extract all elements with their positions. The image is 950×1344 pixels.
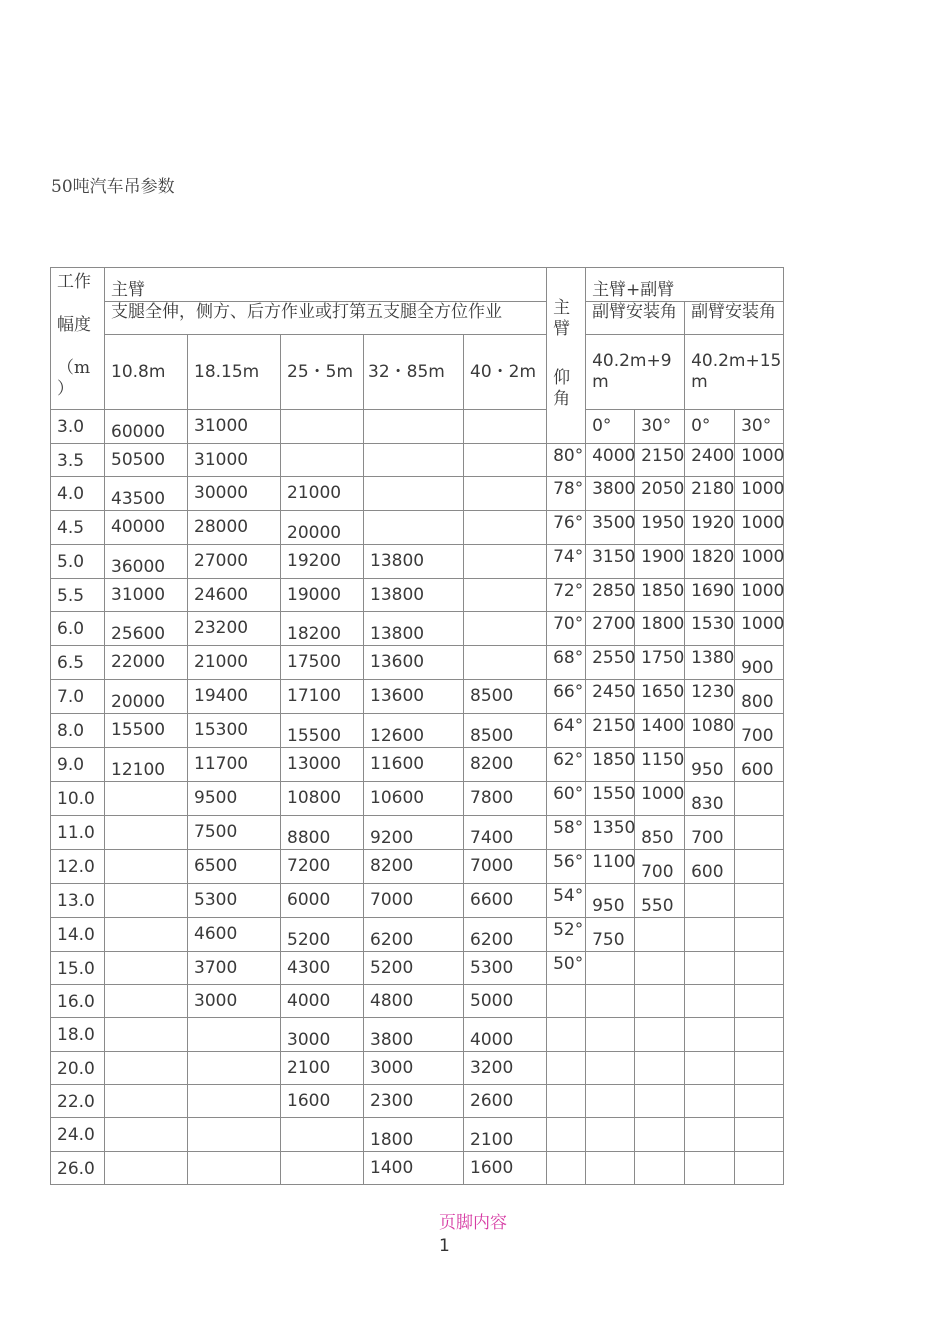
work-radius-cell: 3.5 <box>51 444 105 477</box>
jib-load-cell: 700 <box>635 850 685 884</box>
jib-load-cell: 950 <box>685 748 735 782</box>
elevation-angle-cell: 50° <box>547 952 586 985</box>
load-cell: 8200 <box>464 748 547 782</box>
load-cell: 11600 <box>364 748 464 782</box>
load-cell <box>464 444 547 477</box>
load-cell: 21000 <box>188 646 281 680</box>
work-radius-cell: 9.0 <box>51 748 105 782</box>
load-cell: 5200 <box>281 918 364 952</box>
load-cell: 1600 <box>281 1085 364 1118</box>
jib-config-15m: 40.2m+15m <box>685 335 784 410</box>
page-title: 50吨汽车吊参数 <box>51 177 175 197</box>
jib-load-cell: 1000 <box>735 612 784 646</box>
jib-load-cell <box>586 952 635 985</box>
jib-load-cell: 700 <box>685 816 735 850</box>
outrigger-note: 支腿全伸，侧方、后方作业或打第五支腿全方位作业 <box>105 302 547 335</box>
table-row <box>51 646 784 680</box>
table-row <box>51 985 784 1018</box>
load-cell: 27000 <box>188 545 281 579</box>
load-cell: 13600 <box>364 680 464 714</box>
elevation-angle-cell: 58° <box>547 816 586 850</box>
load-cell: 15300 <box>188 714 281 748</box>
main-plus-jib-header: 主臂+副臂 <box>586 268 784 302</box>
jib-load-cell: 2850 <box>586 579 635 612</box>
table-row <box>51 918 784 952</box>
main-boom-header: 主臂 <box>105 268 547 302</box>
work-radius-cell: 26.0 <box>51 1152 105 1185</box>
jib-load-cell: 550 <box>635 884 685 918</box>
load-cell: 19000 <box>281 579 364 612</box>
load-cell: 9200 <box>364 816 464 850</box>
jib-load-cell: 1380 <box>685 646 735 680</box>
empty-cell <box>635 1118 685 1152</box>
load-cell: 2100 <box>281 1052 364 1085</box>
work-radius-cell: 16.0 <box>51 985 105 1018</box>
load-cell <box>281 444 364 477</box>
load-cell <box>464 477 547 511</box>
load-cell <box>281 410 364 444</box>
table-row <box>51 1018 784 1052</box>
jib-load-cell: 2700 <box>586 612 635 646</box>
elevation-angle-cell: 68° <box>547 646 586 680</box>
jib-load-cell <box>685 918 735 952</box>
jib-load-cell: 1080 <box>685 714 735 748</box>
work-radius-unit: （m ） <box>57 358 91 399</box>
load-cell <box>105 985 188 1018</box>
load-cell: 10600 <box>364 782 464 816</box>
table-row <box>51 1052 784 1085</box>
load-cell <box>464 545 547 579</box>
load-cell <box>364 477 464 511</box>
work-radius-cell: 5.0 <box>51 545 105 579</box>
work-radius-cell: 4.0 <box>51 477 105 511</box>
load-cell: 7500 <box>188 816 281 850</box>
table-row <box>51 545 784 579</box>
jib-load-cell: 950 <box>586 884 635 918</box>
load-cell <box>188 1085 281 1118</box>
jib-load-cell: 2150 <box>635 444 685 477</box>
jib-load-cell: 1900 <box>635 545 685 579</box>
load-cell: 13800 <box>364 579 464 612</box>
table-row <box>51 680 784 714</box>
crane-load-table <box>50 267 784 1185</box>
boom-length-10-8: 10.8m <box>105 335 188 410</box>
load-cell <box>105 952 188 985</box>
table-row <box>51 477 784 511</box>
empty-cell <box>586 1152 635 1185</box>
load-cell: 6200 <box>364 918 464 952</box>
load-cell: 9500 <box>188 782 281 816</box>
table-row <box>51 748 784 782</box>
load-cell: 20000 <box>105 680 188 714</box>
load-cell: 22000 <box>105 646 188 680</box>
empty-cell <box>586 1085 635 1118</box>
footer-text: 页脚内容 <box>439 1213 507 1233</box>
work-radius-cell: 3.0 <box>51 410 105 444</box>
load-cell: 13800 <box>364 612 464 646</box>
jib-load-cell: 1000 <box>735 477 784 511</box>
load-cell: 19400 <box>188 680 281 714</box>
work-radius-cell: 8.0 <box>51 714 105 748</box>
elevation-angle-cell: 74° <box>547 545 586 579</box>
work-radius-cell: 18.0 <box>51 1018 105 1052</box>
work-radius-cell: 5.5 <box>51 579 105 612</box>
elevation-angle-cell: 78° <box>547 477 586 511</box>
jib-load-cell <box>735 952 784 985</box>
jib-load-cell: 1000 <box>735 579 784 612</box>
jib-load-cell: 1530 <box>685 612 735 646</box>
load-cell: 25600 <box>105 612 188 646</box>
load-cell: 11700 <box>188 748 281 782</box>
empty-cell <box>635 985 685 1018</box>
jib-load-cell: 3150 <box>586 545 635 579</box>
jib-angle-header-2: 副臂安装角 <box>685 302 784 335</box>
load-cell <box>105 850 188 884</box>
load-cell: 5000 <box>464 985 547 1018</box>
elevation-angle-cell: 56° <box>547 850 586 884</box>
load-cell: 23200 <box>188 612 281 646</box>
work-radius-label: 工作 <box>57 272 91 292</box>
load-cell: 60000 <box>105 410 188 444</box>
work-radius-cell: 6.5 <box>51 646 105 680</box>
load-cell: 7000 <box>464 850 547 884</box>
work-radius-cell: 7.0 <box>51 680 105 714</box>
work-radius-cell: 22.0 <box>51 1085 105 1118</box>
work-radius-cell: 4.5 <box>51 511 105 545</box>
empty-cell <box>735 1052 784 1085</box>
work-radius-cell: 24.0 <box>51 1118 105 1152</box>
table-row <box>51 612 784 646</box>
load-cell: 4300 <box>281 952 364 985</box>
load-cell <box>464 410 547 444</box>
load-cell: 24600 <box>188 579 281 612</box>
empty-cell <box>685 1085 735 1118</box>
load-cell: 7200 <box>281 850 364 884</box>
empty-cell <box>586 1052 635 1085</box>
load-cell: 2600 <box>464 1085 547 1118</box>
load-cell <box>281 1152 364 1185</box>
table-row <box>51 410 784 444</box>
load-cell: 4000 <box>464 1018 547 1052</box>
empty-cell <box>685 1118 735 1152</box>
load-cell: 13800 <box>364 545 464 579</box>
jib-load-cell <box>735 782 784 816</box>
jib-load-cell: 1100 <box>586 850 635 884</box>
jib-load-cell: 3500 <box>586 511 635 545</box>
table-row <box>51 511 784 545</box>
load-cell: 5200 <box>364 952 464 985</box>
jib-load-cell <box>735 816 784 850</box>
load-cell: 36000 <box>105 545 188 579</box>
table-row <box>51 1085 784 1118</box>
load-cell <box>464 511 547 545</box>
jib-load-cell: 1920 <box>685 511 735 545</box>
jib-load-cell: 1000 <box>635 782 685 816</box>
jib-load-cell: 1000 <box>735 511 784 545</box>
jib-load-cell: 850 <box>635 816 685 850</box>
load-cell <box>105 1152 188 1185</box>
empty-cell <box>635 1052 685 1085</box>
load-cell: 4600 <box>188 918 281 952</box>
work-radius-header <box>51 268 105 410</box>
empty-cell <box>547 1052 586 1085</box>
jib-load-cell: 1850 <box>635 579 685 612</box>
table-row <box>51 782 784 816</box>
load-cell: 6600 <box>464 884 547 918</box>
work-radius-cell: 6.0 <box>51 612 105 646</box>
load-cell: 8500 <box>464 714 547 748</box>
load-cell: 3200 <box>464 1052 547 1085</box>
load-cell: 3000 <box>188 985 281 1018</box>
load-cell <box>105 816 188 850</box>
elevation-angle-cell: 62° <box>547 748 586 782</box>
load-cell <box>105 884 188 918</box>
jib-load-cell: 2050 <box>635 477 685 511</box>
load-cell: 13600 <box>364 646 464 680</box>
jib-load-cell: 1820 <box>685 545 735 579</box>
boom-length-25-5: 25・5m <box>281 335 364 410</box>
empty-cell <box>685 1052 735 1085</box>
empty-cell <box>547 1018 586 1052</box>
load-cell: 2100 <box>464 1118 547 1152</box>
work-radius-cell: 13.0 <box>51 884 105 918</box>
load-cell: 7800 <box>464 782 547 816</box>
jib-load-cell: 800 <box>735 680 784 714</box>
load-cell: 19200 <box>281 545 364 579</box>
jib-load-cell: 1000 <box>735 545 784 579</box>
load-cell <box>105 1052 188 1085</box>
empty-cell <box>735 1018 784 1052</box>
load-cell <box>464 612 547 646</box>
work-radius-cell: 11.0 <box>51 816 105 850</box>
jib-load-cell: 1850 <box>586 748 635 782</box>
elevation-angle-cell: 70° <box>547 612 586 646</box>
jib-load-cell: 2180 <box>685 477 735 511</box>
boom-length-18-15: 18.15m <box>188 335 281 410</box>
jib-load-cell: 700 <box>735 714 784 748</box>
jib-load-cell: 4000 <box>586 444 635 477</box>
load-cell: 17500 <box>281 646 364 680</box>
jib-load-cell: 2150 <box>586 714 635 748</box>
load-cell: 18200 <box>281 612 364 646</box>
load-cell: 3000 <box>364 1052 464 1085</box>
load-cell: 31000 <box>105 579 188 612</box>
elevation-angle-cell: 60° <box>547 782 586 816</box>
table-row <box>51 952 784 985</box>
empty-cell <box>685 1018 735 1052</box>
jib-config-9m: 40.2m+9m <box>586 335 685 410</box>
load-cell: 40000 <box>105 511 188 545</box>
load-cell: 3800 <box>364 1018 464 1052</box>
load-cell: 3000 <box>281 1018 364 1052</box>
load-cell <box>464 646 547 680</box>
empty-cell <box>547 1152 586 1185</box>
empty-cell <box>735 985 784 1018</box>
elevation-angle-cell: 80° <box>547 444 586 477</box>
jib-load-cell: 1230 <box>685 680 735 714</box>
table-row <box>51 884 784 918</box>
jib-angle-label: 30° <box>735 410 784 444</box>
load-cell <box>188 1018 281 1052</box>
load-cell: 1600 <box>464 1152 547 1185</box>
load-cell <box>281 1118 364 1152</box>
elevation-angle-cell: 72° <box>547 579 586 612</box>
load-cell: 7400 <box>464 816 547 850</box>
load-cell: 6000 <box>281 884 364 918</box>
load-cell: 13000 <box>281 748 364 782</box>
load-cell: 3700 <box>188 952 281 985</box>
jib-load-cell: 600 <box>735 748 784 782</box>
work-radius-cell: 15.0 <box>51 952 105 985</box>
empty-cell <box>547 985 586 1018</box>
load-cell: 12600 <box>364 714 464 748</box>
jib-load-cell: 750 <box>586 918 635 952</box>
jib-load-cell: 2450 <box>586 680 635 714</box>
jib-load-cell: 1750 <box>635 646 685 680</box>
load-cell: 17100 <box>281 680 364 714</box>
load-cell: 8800 <box>281 816 364 850</box>
jib-load-cell: 3800 <box>586 477 635 511</box>
boom-length-40-2: 40・2m <box>464 335 547 410</box>
elevation-angle-label-2: 仰角 <box>553 368 571 409</box>
load-cell: 8500 <box>464 680 547 714</box>
elevation-angle-cell: 64° <box>547 714 586 748</box>
load-cell: 7000 <box>364 884 464 918</box>
load-cell <box>105 918 188 952</box>
load-cell <box>364 511 464 545</box>
load-cell: 30000 <box>188 477 281 511</box>
page-number: 1 <box>439 1236 450 1256</box>
jib-load-cell: 600 <box>685 850 735 884</box>
table-row <box>51 1152 784 1185</box>
elevation-angle-header <box>547 268 586 444</box>
load-cell: 15500 <box>105 714 188 748</box>
load-cell <box>105 1018 188 1052</box>
load-cell <box>364 444 464 477</box>
load-cell: 4000 <box>281 985 364 1018</box>
work-radius-cell: 10.0 <box>51 782 105 816</box>
empty-cell <box>735 1152 784 1185</box>
jib-load-cell: 830 <box>685 782 735 816</box>
empty-cell <box>586 1118 635 1152</box>
table-row <box>51 579 784 612</box>
elevation-angle-label: 主臂 <box>553 298 571 339</box>
load-cell: 31000 <box>188 444 281 477</box>
load-cell: 5300 <box>188 884 281 918</box>
jib-load-cell: 2550 <box>586 646 635 680</box>
empty-cell <box>547 1118 586 1152</box>
jib-load-cell: 1150 <box>635 748 685 782</box>
empty-cell <box>685 985 735 1018</box>
load-cell <box>105 1118 188 1152</box>
load-cell <box>105 1085 188 1118</box>
load-cell: 15500 <box>281 714 364 748</box>
jib-load-cell <box>735 850 784 884</box>
work-radius-cell: 20.0 <box>51 1052 105 1085</box>
jib-load-cell: 1550 <box>586 782 635 816</box>
empty-cell <box>635 1152 685 1185</box>
load-cell <box>464 579 547 612</box>
load-cell: 43500 <box>105 477 188 511</box>
empty-cell <box>735 1118 784 1152</box>
empty-cell <box>547 1085 586 1118</box>
load-cell <box>364 410 464 444</box>
jib-load-cell <box>635 918 685 952</box>
load-cell: 6500 <box>188 850 281 884</box>
load-cell: 1800 <box>364 1118 464 1152</box>
table-row <box>51 714 784 748</box>
jib-load-cell: 1690 <box>685 579 735 612</box>
jib-load-cell <box>635 952 685 985</box>
jib-load-cell: 1400 <box>635 714 685 748</box>
jib-load-cell: 1000 <box>735 444 784 477</box>
jib-load-cell: 2400 <box>685 444 735 477</box>
empty-cell <box>586 1018 635 1052</box>
work-radius-cell: 12.0 <box>51 850 105 884</box>
empty-cell <box>635 1018 685 1052</box>
jib-angle-label: 30° <box>635 410 685 444</box>
work-radius-cell: 14.0 <box>51 918 105 952</box>
table-row <box>51 1118 784 1152</box>
jib-load-cell: 1650 <box>635 680 685 714</box>
load-cell: 50500 <box>105 444 188 477</box>
empty-cell <box>735 1085 784 1118</box>
empty-cell <box>635 1085 685 1118</box>
elevation-angle-cell: 52° <box>547 918 586 952</box>
load-cell: 10800 <box>281 782 364 816</box>
table-row <box>51 816 784 850</box>
jib-load-cell: 900 <box>735 646 784 680</box>
jib-load-cell: 1950 <box>635 511 685 545</box>
load-cell: 8200 <box>364 850 464 884</box>
load-cell <box>188 1118 281 1152</box>
table-row <box>51 444 784 477</box>
boom-length-32-85: 32・85m <box>364 335 464 410</box>
load-cell <box>188 1152 281 1185</box>
load-cell: 4800 <box>364 985 464 1018</box>
elevation-angle-cell: 54° <box>547 884 586 918</box>
jib-angle-header-1: 副臂安装角 <box>586 302 685 335</box>
load-cell: 1400 <box>364 1152 464 1185</box>
jib-load-cell: 1800 <box>635 612 685 646</box>
load-cell <box>105 782 188 816</box>
empty-cell <box>685 1152 735 1185</box>
jib-load-cell: 1350 <box>586 816 635 850</box>
jib-load-cell <box>685 884 735 918</box>
load-cell: 5300 <box>464 952 547 985</box>
page-footer <box>439 1212 509 1258</box>
table-row <box>51 850 784 884</box>
load-cell: 6200 <box>464 918 547 952</box>
load-cell <box>188 1052 281 1085</box>
load-cell: 21000 <box>281 477 364 511</box>
jib-angle-label: 0° <box>586 410 635 444</box>
load-cell: 20000 <box>281 511 364 545</box>
jib-load-cell <box>685 952 735 985</box>
jib-load-cell <box>735 884 784 918</box>
empty-cell <box>586 985 635 1018</box>
jib-angle-label: 0° <box>685 410 735 444</box>
load-cell: 2300 <box>364 1085 464 1118</box>
load-cell: 31000 <box>188 410 281 444</box>
load-cell: 12100 <box>105 748 188 782</box>
elevation-angle-cell: 66° <box>547 680 586 714</box>
elevation-angle-cell: 76° <box>547 511 586 545</box>
load-cell: 28000 <box>188 511 281 545</box>
work-radius-label-2: 幅度 <box>57 315 91 335</box>
jib-load-cell <box>735 918 784 952</box>
